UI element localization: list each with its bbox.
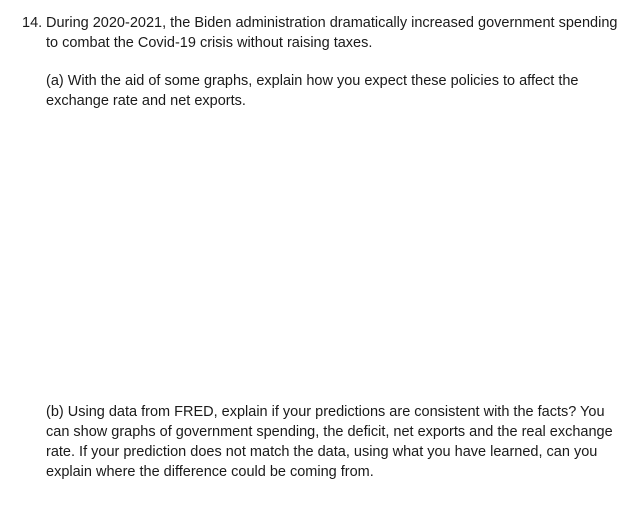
question-block (22, 13, 622, 53)
part-b-text: (b) Using data from FRED, explain if your predictions are consistent with the facts? You can show graphs of government spending, the deficit, net exports and the real exchange rate. If your prediction does not match the data, using what you have learned, can you explain where the difference could be coming from. (46, 404, 613, 480)
question-number: 14. (22, 15, 43, 31)
question-header (22, 13, 622, 53)
part-a-text: (a) With the aid of some graphs, explain how you expect these policies to affect the exchange rate and net exports. (46, 73, 579, 109)
question-text: During 2020-2021, the Biden administration dramatically increased government spending to combat the Covid-19 crisis without raising taxes. (46, 15, 618, 51)
